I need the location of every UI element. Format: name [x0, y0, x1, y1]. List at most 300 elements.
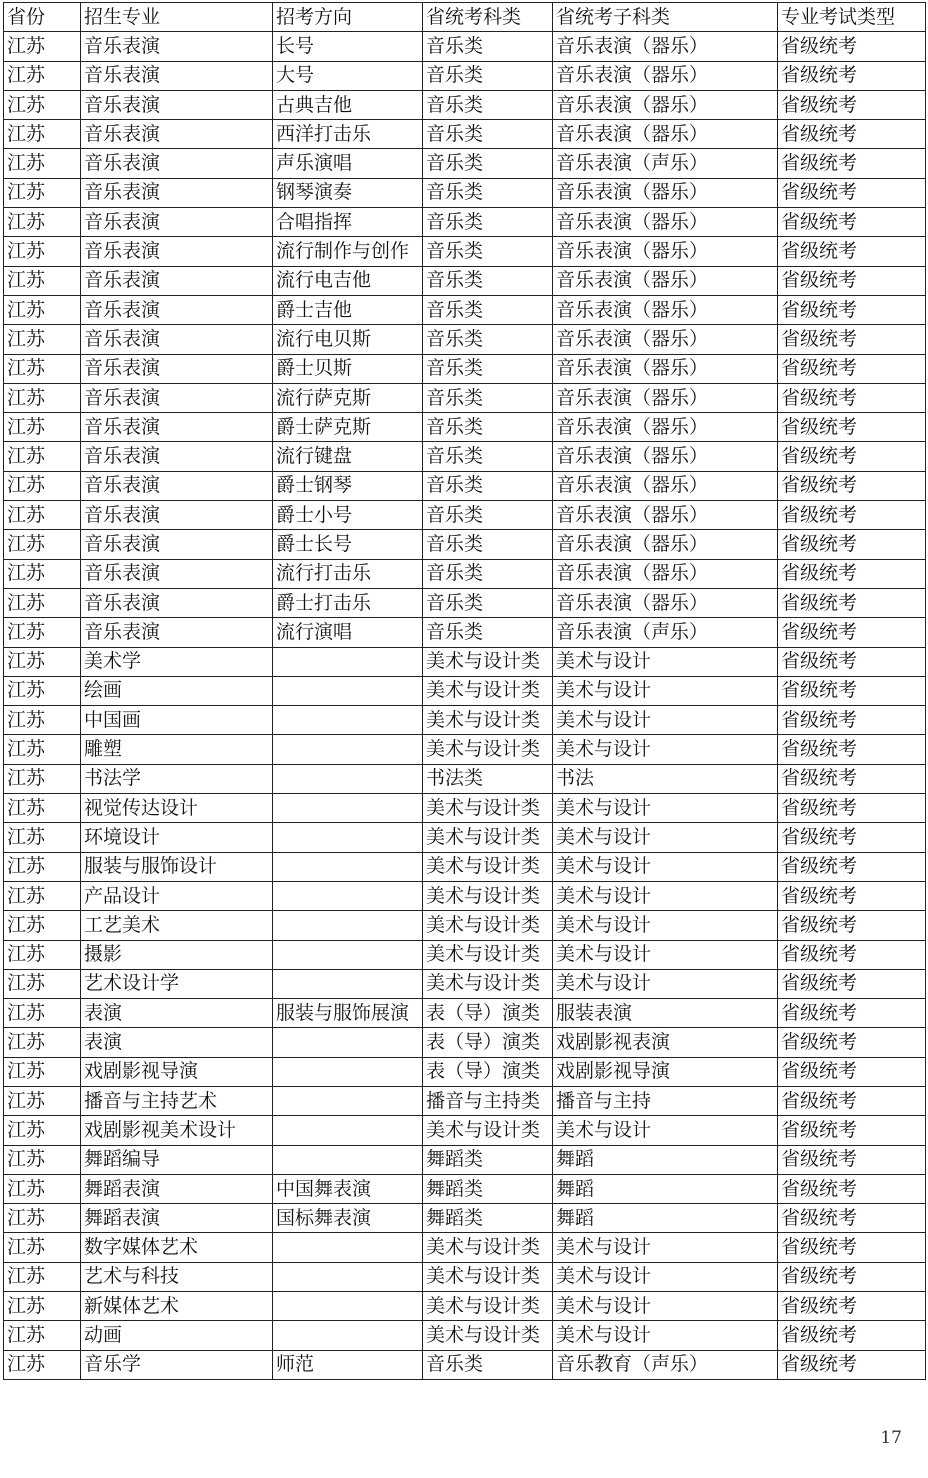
- cell-major: 视觉传达设计: [81, 794, 273, 823]
- cell-exam-type: 省级统考: [778, 1174, 926, 1203]
- cell-direction: [273, 1028, 423, 1057]
- cell-major: 摄影: [81, 940, 273, 969]
- cell-exam-subcategory: 舞蹈: [553, 1204, 778, 1233]
- cell-exam-category: 美术与设计类: [423, 676, 553, 705]
- cell-exam-subcategory: 音乐表演（器乐）: [553, 588, 778, 617]
- cell-exam-subcategory: 音乐表演（器乐）: [553, 120, 778, 149]
- table-row: [4, 559, 926, 588]
- cell-province: 江苏: [4, 940, 81, 969]
- table-row: [4, 911, 926, 940]
- table-body: [4, 32, 926, 1380]
- cell-major: 舞蹈表演: [81, 1174, 273, 1203]
- header-direction: 招考方向: [273, 3, 423, 32]
- cell-exam-subcategory: 音乐表演（器乐）: [553, 501, 778, 530]
- cell-province: 江苏: [4, 1204, 81, 1233]
- cell-major: 表演: [81, 1028, 273, 1057]
- cell-exam-type: 省级统考: [778, 588, 926, 617]
- cell-exam-category: 美术与设计类: [423, 647, 553, 676]
- table-row: [4, 501, 926, 530]
- cell-exam-type: 省级统考: [778, 706, 926, 735]
- table-row: [4, 208, 926, 237]
- cell-exam-type: 省级统考: [778, 354, 926, 383]
- cell-province: 江苏: [4, 178, 81, 207]
- table-row: [4, 1233, 926, 1262]
- cell-exam-type: 省级统考: [778, 237, 926, 266]
- cell-exam-type: 省级统考: [778, 501, 926, 530]
- cell-province: 江苏: [4, 823, 81, 852]
- cell-province: 江苏: [4, 735, 81, 764]
- table-row: [4, 471, 926, 500]
- table-row: [4, 325, 926, 354]
- table-row: [4, 1086, 926, 1115]
- table-row: [4, 1204, 926, 1233]
- cell-exam-type: 省级统考: [778, 881, 926, 910]
- cell-province: 江苏: [4, 442, 81, 471]
- cell-direction: [273, 735, 423, 764]
- cell-exam-type: 省级统考: [778, 530, 926, 559]
- cell-exam-type: 省级统考: [778, 940, 926, 969]
- cell-exam-subcategory: 美术与设计: [553, 1233, 778, 1262]
- cell-exam-category: 美术与设计类: [423, 881, 553, 910]
- table-row: [4, 969, 926, 998]
- cell-exam-type: 省级统考: [778, 383, 926, 412]
- cell-direction: 合唱指挥: [273, 208, 423, 237]
- cell-major: 书法学: [81, 764, 273, 793]
- table-row: [4, 1116, 926, 1145]
- cell-major: 美术学: [81, 647, 273, 676]
- cell-major: 中国画: [81, 706, 273, 735]
- cell-direction: 爵士长号: [273, 530, 423, 559]
- cell-direction: [273, 676, 423, 705]
- cell-exam-category: 音乐类: [423, 149, 553, 178]
- cell-exam-category: 美术与设计类: [423, 940, 553, 969]
- admissions-table: [3, 2, 926, 1380]
- cell-exam-type: 省级统考: [778, 794, 926, 823]
- table-row: [4, 90, 926, 119]
- cell-exam-type: 省级统考: [778, 1233, 926, 1262]
- cell-exam-type: 省级统考: [778, 1145, 926, 1174]
- cell-direction: 中国舞表演: [273, 1174, 423, 1203]
- cell-exam-category: 舞蹈类: [423, 1145, 553, 1174]
- cell-province: 江苏: [4, 413, 81, 442]
- cell-province: 江苏: [4, 530, 81, 559]
- cell-exam-category: 音乐类: [423, 178, 553, 207]
- cell-province: 江苏: [4, 120, 81, 149]
- cell-direction: [273, 881, 423, 910]
- table-row: [4, 383, 926, 412]
- cell-exam-subcategory: 音乐表演（器乐）: [553, 354, 778, 383]
- header-major: 招生专业: [81, 3, 273, 32]
- cell-province: 江苏: [4, 1292, 81, 1321]
- cell-exam-type: 省级统考: [778, 208, 926, 237]
- cell-province: 江苏: [4, 999, 81, 1028]
- table-row: [4, 266, 926, 295]
- cell-direction: 爵士吉他: [273, 295, 423, 324]
- cell-direction: [273, 1292, 423, 1321]
- cell-major: 工艺美术: [81, 911, 273, 940]
- cell-province: 江苏: [4, 1262, 81, 1291]
- cell-direction: [273, 1057, 423, 1086]
- cell-exam-category: 美术与设计类: [423, 852, 553, 881]
- cell-major: 新媒体艺术: [81, 1292, 273, 1321]
- cell-major: 音乐表演: [81, 559, 273, 588]
- cell-province: 江苏: [4, 1321, 81, 1350]
- cell-exam-category: 音乐类: [423, 32, 553, 61]
- table-row: [4, 881, 926, 910]
- cell-exam-category: 音乐类: [423, 618, 553, 647]
- cell-major: 绘画: [81, 676, 273, 705]
- cell-exam-type: 省级统考: [778, 1292, 926, 1321]
- cell-exam-type: 省级统考: [778, 90, 926, 119]
- table-row: [4, 1292, 926, 1321]
- cell-major: 音乐表演: [81, 588, 273, 617]
- cell-province: 江苏: [4, 1116, 81, 1145]
- cell-direction: 流行电贝斯: [273, 325, 423, 354]
- cell-exam-category: 音乐类: [423, 442, 553, 471]
- cell-direction: 钢琴演奏: [273, 178, 423, 207]
- table-row: [4, 1174, 926, 1203]
- cell-major: 音乐表演: [81, 178, 273, 207]
- cell-province: 江苏: [4, 237, 81, 266]
- cell-exam-category: 音乐类: [423, 325, 553, 354]
- cell-province: 江苏: [4, 383, 81, 412]
- cell-direction: 古典吉他: [273, 90, 423, 119]
- cell-exam-category: 音乐类: [423, 471, 553, 500]
- cell-province: 江苏: [4, 1174, 81, 1203]
- cell-exam-category: 美术与设计类: [423, 1321, 553, 1350]
- cell-exam-category: 美术与设计类: [423, 1292, 553, 1321]
- cell-province: 江苏: [4, 794, 81, 823]
- table-row: [4, 61, 926, 90]
- cell-exam-type: 省级统考: [778, 1321, 926, 1350]
- cell-direction: 西洋打击乐: [273, 120, 423, 149]
- cell-major: 音乐表演: [81, 530, 273, 559]
- cell-major: 雕塑: [81, 735, 273, 764]
- cell-exam-type: 省级统考: [778, 647, 926, 676]
- cell-direction: [273, 1086, 423, 1115]
- cell-exam-type: 省级统考: [778, 1204, 926, 1233]
- cell-exam-subcategory: 音乐表演（器乐）: [553, 266, 778, 295]
- cell-exam-category: 音乐类: [423, 383, 553, 412]
- cell-direction: [273, 911, 423, 940]
- cell-exam-type: 省级统考: [778, 1350, 926, 1379]
- cell-major: 音乐表演: [81, 295, 273, 324]
- cell-province: 江苏: [4, 1233, 81, 1262]
- cell-exam-type: 省级统考: [778, 823, 926, 852]
- cell-exam-type: 省级统考: [778, 559, 926, 588]
- table-row: [4, 676, 926, 705]
- cell-province: 江苏: [4, 354, 81, 383]
- cell-province: 江苏: [4, 501, 81, 530]
- cell-province: 江苏: [4, 61, 81, 90]
- table-row: [4, 852, 926, 881]
- cell-direction: 爵士钢琴: [273, 471, 423, 500]
- cell-province: 江苏: [4, 852, 81, 881]
- cell-exam-subcategory: 舞蹈: [553, 1145, 778, 1174]
- table-row: [4, 1028, 926, 1057]
- cell-major: 音乐表演: [81, 237, 273, 266]
- cell-province: 江苏: [4, 559, 81, 588]
- cell-province: 江苏: [4, 588, 81, 617]
- cell-exam-type: 省级统考: [778, 325, 926, 354]
- cell-major: 舞蹈编导: [81, 1145, 273, 1174]
- cell-major: 音乐表演: [81, 501, 273, 530]
- cell-direction: 流行打击乐: [273, 559, 423, 588]
- cell-direction: 爵士萨克斯: [273, 413, 423, 442]
- cell-exam-subcategory: 音乐表演（器乐）: [553, 442, 778, 471]
- cell-exam-category: 音乐类: [423, 61, 553, 90]
- cell-exam-type: 省级统考: [778, 969, 926, 998]
- header-exam-type: 专业考试类型: [778, 3, 926, 32]
- cell-direction: 声乐演唱: [273, 149, 423, 178]
- table-row: [4, 413, 926, 442]
- cell-major: 音乐表演: [81, 61, 273, 90]
- cell-exam-type: 省级统考: [778, 911, 926, 940]
- cell-direction: [273, 969, 423, 998]
- cell-exam-category: 舞蹈类: [423, 1174, 553, 1203]
- cell-exam-subcategory: 音乐表演（器乐）: [553, 178, 778, 207]
- cell-exam-subcategory: 服装表演: [553, 999, 778, 1028]
- cell-major: 表演: [81, 999, 273, 1028]
- cell-exam-category: 音乐类: [423, 208, 553, 237]
- cell-exam-subcategory: 音乐表演（器乐）: [553, 413, 778, 442]
- cell-exam-type: 省级统考: [778, 413, 926, 442]
- cell-exam-category: 音乐类: [423, 354, 553, 383]
- cell-exam-category: 音乐类: [423, 120, 553, 149]
- table-row: [4, 1350, 926, 1379]
- cell-exam-category: 美术与设计类: [423, 706, 553, 735]
- table-row: [4, 940, 926, 969]
- cell-direction: 长号: [273, 32, 423, 61]
- cell-exam-category: 舞蹈类: [423, 1204, 553, 1233]
- cell-major: 音乐表演: [81, 32, 273, 61]
- cell-exam-category: 音乐类: [423, 588, 553, 617]
- cell-exam-category: 音乐类: [423, 501, 553, 530]
- table-row: [4, 823, 926, 852]
- cell-major: 音乐表演: [81, 266, 273, 295]
- cell-exam-subcategory: 戏剧影视导演: [553, 1057, 778, 1086]
- table-row: [4, 999, 926, 1028]
- cell-direction: [273, 1262, 423, 1291]
- table-row: [4, 764, 926, 793]
- table-row: [4, 295, 926, 324]
- cell-exam-category: 音乐类: [423, 90, 553, 119]
- cell-province: 江苏: [4, 969, 81, 998]
- cell-exam-type: 省级统考: [778, 266, 926, 295]
- cell-direction: [273, 794, 423, 823]
- table-row: [4, 32, 926, 61]
- cell-exam-category: 音乐类: [423, 266, 553, 295]
- cell-exam-type: 省级统考: [778, 764, 926, 793]
- cell-major: 音乐表演: [81, 471, 273, 500]
- cell-exam-category: 美术与设计类: [423, 1116, 553, 1145]
- cell-exam-subcategory: 音乐表演（器乐）: [553, 530, 778, 559]
- cell-major: 音乐学: [81, 1350, 273, 1379]
- cell-exam-subcategory: 舞蹈: [553, 1174, 778, 1203]
- cell-direction: [273, 706, 423, 735]
- cell-exam-category: 表（导）演类: [423, 1028, 553, 1057]
- cell-major: 音乐表演: [81, 354, 273, 383]
- cell-exam-type: 省级统考: [778, 32, 926, 61]
- header-exam-subcategory: 省统考子科类: [553, 3, 778, 32]
- cell-exam-subcategory: 美术与设计: [553, 794, 778, 823]
- cell-exam-category: 表（导）演类: [423, 1057, 553, 1086]
- cell-province: 江苏: [4, 1350, 81, 1379]
- cell-province: 江苏: [4, 90, 81, 119]
- cell-exam-type: 省级统考: [778, 149, 926, 178]
- cell-direction: 流行电吉他: [273, 266, 423, 295]
- cell-exam-category: 音乐类: [423, 237, 553, 266]
- table-row: [4, 618, 926, 647]
- table-row: [4, 1321, 926, 1350]
- cell-exam-category: 美术与设计类: [423, 794, 553, 823]
- cell-exam-type: 省级统考: [778, 852, 926, 881]
- cell-province: 江苏: [4, 764, 81, 793]
- cell-direction: [273, 764, 423, 793]
- cell-direction: 爵士小号: [273, 501, 423, 530]
- cell-exam-category: 音乐类: [423, 413, 553, 442]
- cell-direction: 服装与服饰展演: [273, 999, 423, 1028]
- cell-province: 江苏: [4, 618, 81, 647]
- cell-exam-subcategory: 美术与设计: [553, 852, 778, 881]
- cell-exam-subcategory: 音乐表演（器乐）: [553, 208, 778, 237]
- cell-direction: [273, 1145, 423, 1174]
- cell-major: 产品设计: [81, 881, 273, 910]
- cell-major: 音乐表演: [81, 618, 273, 647]
- cell-direction: 国标舞表演: [273, 1204, 423, 1233]
- cell-exam-subcategory: 美术与设计: [553, 1116, 778, 1145]
- cell-exam-category: 音乐类: [423, 1350, 553, 1379]
- cell-direction: 爵士打击乐: [273, 588, 423, 617]
- cell-direction: [273, 852, 423, 881]
- cell-direction: 流行萨克斯: [273, 383, 423, 412]
- cell-exam-subcategory: 美术与设计: [553, 969, 778, 998]
- cell-province: 江苏: [4, 295, 81, 324]
- cell-major: 音乐表演: [81, 149, 273, 178]
- table-row: [4, 1145, 926, 1174]
- cell-province: 江苏: [4, 149, 81, 178]
- cell-exam-subcategory: 音乐表演（器乐）: [553, 237, 778, 266]
- table-row: [4, 237, 926, 266]
- table-row: [4, 178, 926, 207]
- cell-exam-type: 省级统考: [778, 61, 926, 90]
- cell-exam-category: 音乐类: [423, 530, 553, 559]
- cell-exam-subcategory: 美术与设计: [553, 823, 778, 852]
- cell-province: 江苏: [4, 1145, 81, 1174]
- cell-exam-type: 省级统考: [778, 120, 926, 149]
- cell-exam-subcategory: 美术与设计: [553, 881, 778, 910]
- cell-exam-category: 书法类: [423, 764, 553, 793]
- cell-exam-category: 美术与设计类: [423, 823, 553, 852]
- cell-exam-subcategory: 音乐教育（声乐）: [553, 1350, 778, 1379]
- cell-exam-type: 省级统考: [778, 1116, 926, 1145]
- cell-exam-type: 省级统考: [778, 1262, 926, 1291]
- table-row: [4, 354, 926, 383]
- table-row: [4, 1262, 926, 1291]
- cell-major: 艺术与科技: [81, 1262, 273, 1291]
- cell-major: 音乐表演: [81, 120, 273, 149]
- cell-exam-subcategory: 音乐表演（器乐）: [553, 383, 778, 412]
- cell-exam-type: 省级统考: [778, 735, 926, 764]
- cell-exam-subcategory: 美术与设计: [553, 676, 778, 705]
- cell-exam-subcategory: 戏剧影视表演: [553, 1028, 778, 1057]
- cell-exam-subcategory: 音乐表演（器乐）: [553, 559, 778, 588]
- cell-direction: [273, 940, 423, 969]
- cell-exam-category: 美术与设计类: [423, 1233, 553, 1262]
- cell-exam-subcategory: 美术与设计: [553, 1292, 778, 1321]
- cell-exam-category: 美术与设计类: [423, 969, 553, 998]
- cell-exam-subcategory: 音乐表演（器乐）: [553, 32, 778, 61]
- cell-major: 音乐表演: [81, 442, 273, 471]
- cell-direction: 流行制作与创作: [273, 237, 423, 266]
- cell-exam-subcategory: 美术与设计: [553, 1262, 778, 1291]
- cell-province: 江苏: [4, 1028, 81, 1057]
- cell-exam-category: 美术与设计类: [423, 735, 553, 764]
- cell-exam-type: 省级统考: [778, 178, 926, 207]
- cell-major: 音乐表演: [81, 325, 273, 354]
- table-row: [4, 794, 926, 823]
- cell-direction: [273, 1321, 423, 1350]
- cell-province: 江苏: [4, 208, 81, 237]
- cell-major: 音乐表演: [81, 208, 273, 237]
- table-row: [4, 647, 926, 676]
- cell-province: 江苏: [4, 32, 81, 61]
- cell-direction: [273, 1116, 423, 1145]
- cell-exam-subcategory: 音乐表演（器乐）: [553, 90, 778, 119]
- cell-exam-category: 美术与设计类: [423, 911, 553, 940]
- cell-exam-type: 省级统考: [778, 1028, 926, 1057]
- table-row: [4, 1057, 926, 1086]
- table-row: [4, 706, 926, 735]
- cell-exam-subcategory: 音乐表演（声乐）: [553, 618, 778, 647]
- cell-exam-category: 美术与设计类: [423, 1262, 553, 1291]
- cell-major: 舞蹈表演: [81, 1204, 273, 1233]
- table-row: [4, 530, 926, 559]
- cell-exam-subcategory: 音乐表演（器乐）: [553, 61, 778, 90]
- cell-direction: 流行键盘: [273, 442, 423, 471]
- cell-exam-subcategory: 美术与设计: [553, 1321, 778, 1350]
- cell-exam-subcategory: 音乐表演（声乐）: [553, 149, 778, 178]
- cell-direction: 师范: [273, 1350, 423, 1379]
- cell-province: 江苏: [4, 911, 81, 940]
- cell-direction: [273, 823, 423, 852]
- cell-exam-subcategory: 音乐表演（器乐）: [553, 295, 778, 324]
- cell-major: 服装与服饰设计: [81, 852, 273, 881]
- cell-major: 播音与主持艺术: [81, 1086, 273, 1115]
- cell-major: 音乐表演: [81, 90, 273, 119]
- cell-province: 江苏: [4, 1057, 81, 1086]
- cell-direction: 爵士贝斯: [273, 354, 423, 383]
- cell-direction: [273, 1233, 423, 1262]
- cell-exam-subcategory: 音乐表演（器乐）: [553, 471, 778, 500]
- cell-major: 艺术设计学: [81, 969, 273, 998]
- cell-province: 江苏: [4, 325, 81, 354]
- cell-exam-category: 音乐类: [423, 295, 553, 324]
- cell-exam-type: 省级统考: [778, 442, 926, 471]
- cell-direction: 流行演唱: [273, 618, 423, 647]
- cell-province: 江苏: [4, 706, 81, 735]
- cell-direction: 大号: [273, 61, 423, 90]
- cell-major: 动画: [81, 1321, 273, 1350]
- cell-exam-subcategory: 美术与设计: [553, 940, 778, 969]
- cell-exam-type: 省级统考: [778, 999, 926, 1028]
- cell-exam-type: 省级统考: [778, 618, 926, 647]
- cell-province: 江苏: [4, 1086, 81, 1115]
- table-row: [4, 149, 926, 178]
- table-header-row: [4, 3, 926, 32]
- cell-province: 江苏: [4, 266, 81, 295]
- cell-exam-category: 播音与主持类: [423, 1086, 553, 1115]
